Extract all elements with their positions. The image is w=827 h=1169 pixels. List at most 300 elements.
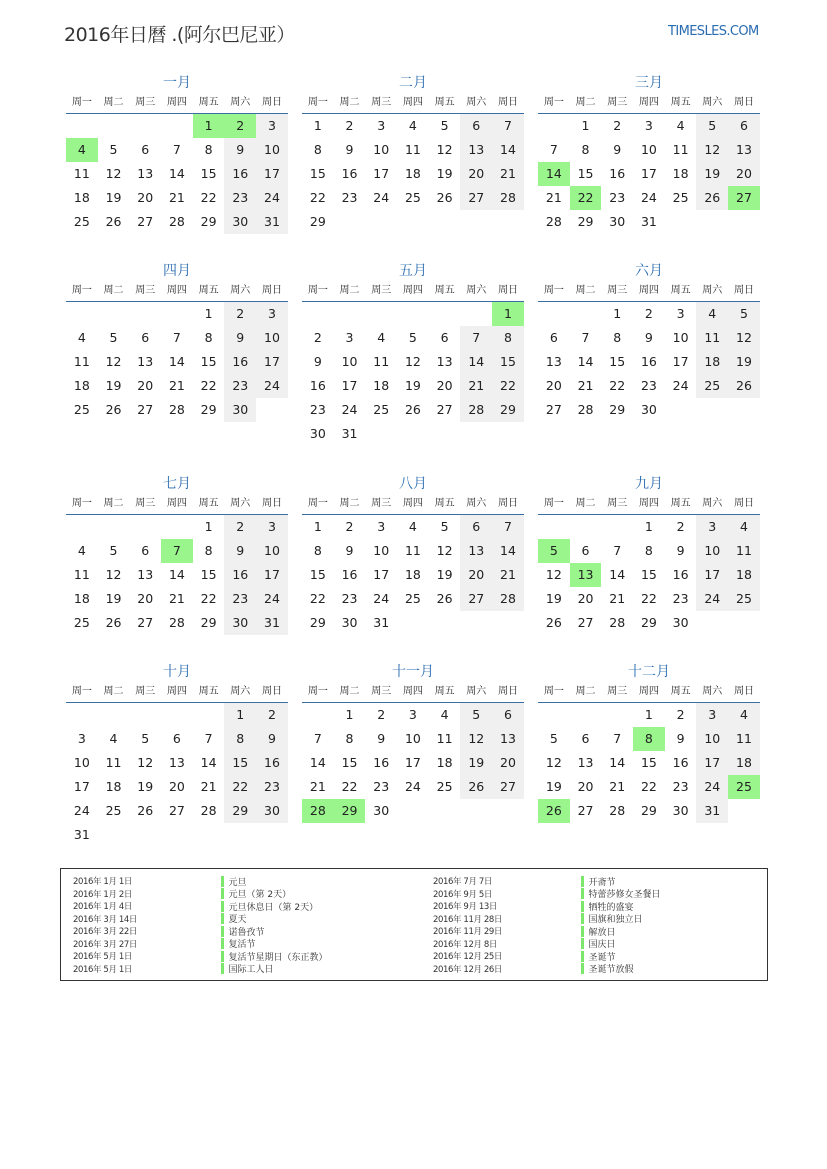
empty-day-cell xyxy=(161,703,193,727)
day-cell: 23 xyxy=(341,190,358,205)
legend-date: 2016年 5月 1日 xyxy=(73,964,132,975)
holiday-day-cell: 1 xyxy=(193,114,225,138)
empty-day-cell xyxy=(570,703,602,727)
weekday-label: 周五 xyxy=(670,686,691,697)
day-cell: 6 xyxy=(549,330,558,345)
legend-holiday-name: 圣诞节放假 xyxy=(588,965,634,976)
day-cell: 13 xyxy=(577,755,594,770)
empty-day-cell xyxy=(460,611,492,635)
month-name: 三月 xyxy=(635,75,663,91)
week-row xyxy=(538,350,760,374)
day-cell: 28 xyxy=(545,214,562,229)
day-cell: 12 xyxy=(545,567,562,582)
day-cell: 12 xyxy=(105,354,122,369)
empty-day-cell xyxy=(256,823,288,847)
empty-day-cell xyxy=(460,799,492,823)
weekday-label: 周二 xyxy=(103,97,124,108)
day-cell: 29 xyxy=(577,214,594,229)
weekday-label: 周日 xyxy=(497,498,518,509)
day-cell: 14 xyxy=(168,354,185,369)
day-cell: 4 xyxy=(377,330,386,345)
weekday-label: 周一 xyxy=(71,285,92,296)
day-cell: 4 xyxy=(109,731,118,746)
day-cell: 13 xyxy=(137,354,154,369)
day-cell: 11 xyxy=(672,142,689,157)
day-cell: 6 xyxy=(581,731,590,746)
empty-day-cell xyxy=(601,515,633,539)
weekday-label: 周一 xyxy=(543,498,564,509)
day-cell: 14 xyxy=(200,755,217,770)
day-cell: 20 xyxy=(577,591,594,606)
legend-date: 2016年 1月 4日 xyxy=(73,902,132,913)
empty-day-cell xyxy=(129,515,161,539)
day-cell: 23 xyxy=(672,591,689,606)
weekend-day-cell: 31 xyxy=(256,611,288,635)
empty-day-cell xyxy=(129,823,161,847)
day-cell: 18 xyxy=(404,166,421,181)
holiday-day-cell: 5 xyxy=(538,539,570,563)
week-row xyxy=(302,374,524,398)
week-row xyxy=(538,186,760,210)
legend-date: 2016年 12月 8日 xyxy=(433,939,497,950)
weekday-label: 周四 xyxy=(402,97,423,108)
weekday-header xyxy=(66,282,288,302)
weekend-day-cell: 3 xyxy=(256,515,288,539)
legend-holiday-name: 国际工人日 xyxy=(228,965,274,976)
empty-day-cell xyxy=(98,515,130,539)
empty-day-cell xyxy=(429,422,461,446)
day-cell: 16 xyxy=(640,354,657,369)
weekday-label: 周二 xyxy=(339,686,360,697)
weekday-label: 周五 xyxy=(198,498,219,509)
day-cell: 27 xyxy=(137,402,154,417)
week-row xyxy=(66,751,288,775)
empty-day-cell xyxy=(429,302,461,326)
week-row xyxy=(538,162,760,186)
day-cell: 7 xyxy=(204,731,213,746)
day-cell: 12 xyxy=(105,166,122,181)
day-cell: 17 xyxy=(672,354,689,369)
holiday-marker-icon xyxy=(221,926,224,937)
day-cell: 12 xyxy=(404,354,421,369)
legend-column-right xyxy=(433,875,661,975)
day-cell: 15 xyxy=(640,567,657,582)
weekend-day-cell: 14 xyxy=(492,138,524,162)
weekend-day-cell: 30 xyxy=(224,611,256,635)
weekend-day-cell: 11 xyxy=(696,326,728,350)
weekend-day-cell: 21 xyxy=(492,162,524,186)
day-cell: 30 xyxy=(672,803,689,818)
day-cell: 24 xyxy=(373,190,390,205)
day-cell: 29 xyxy=(200,214,217,229)
holiday-day-cell: 13 xyxy=(570,563,602,587)
day-cell: 2 xyxy=(313,330,322,345)
weekend-day-cell: 16 xyxy=(224,162,256,186)
empty-day-cell xyxy=(98,302,130,326)
day-cell: 15 xyxy=(577,166,594,181)
weekend-day-cell: 28 xyxy=(460,398,492,422)
weekday-label: 周日 xyxy=(733,686,754,697)
day-cell: 1 xyxy=(313,118,322,133)
empty-day-cell xyxy=(129,114,161,138)
weekend-day-cell: 16 xyxy=(224,563,256,587)
day-cell: 30 xyxy=(640,402,657,417)
day-cell: 19 xyxy=(105,378,122,393)
day-cell: 3 xyxy=(676,306,685,321)
weekday-label: 周五 xyxy=(198,97,219,108)
day-cell: 11 xyxy=(373,354,390,369)
day-cell: 25 xyxy=(73,214,90,229)
day-cell: 19 xyxy=(105,190,122,205)
week-row xyxy=(302,611,524,635)
day-cell: 14 xyxy=(609,755,626,770)
weekend-day-cell: 18 xyxy=(728,563,760,587)
weekend-day-cell: 11 xyxy=(728,727,760,751)
day-cell: 12 xyxy=(545,755,562,770)
day-cell: 18 xyxy=(105,779,122,794)
day-cell: 6 xyxy=(172,731,181,746)
day-cell: 28 xyxy=(609,803,626,818)
empty-day-cell xyxy=(570,302,602,326)
weekday-label: 周五 xyxy=(670,97,691,108)
brand-logo-text[interactable]: TIMESLES.COM xyxy=(668,24,759,39)
weekend-day-cell: 24 xyxy=(256,587,288,611)
day-cell: 17 xyxy=(404,755,421,770)
empty-day-cell xyxy=(397,611,429,635)
day-cell: 27 xyxy=(137,615,154,630)
weekday-label: 周一 xyxy=(71,686,92,697)
day-cell: 6 xyxy=(141,543,150,558)
legend-holiday-name: 复活节星期日（东正教） xyxy=(228,952,328,963)
empty-day-cell xyxy=(334,302,366,326)
weekend-day-cell: 25 xyxy=(728,587,760,611)
day-cell: 23 xyxy=(640,378,657,393)
day-cell: 12 xyxy=(137,755,154,770)
weekend-day-cell: 8 xyxy=(224,727,256,751)
weekend-day-cell: 5 xyxy=(728,302,760,326)
weekend-day-cell: 24 xyxy=(256,374,288,398)
empty-day-cell xyxy=(256,398,288,422)
day-cell: 12 xyxy=(436,543,453,558)
weekend-day-cell: 10 xyxy=(696,539,728,563)
empty-day-cell xyxy=(538,515,570,539)
legend-holiday-name: 特蕾莎修女圣餐日 xyxy=(588,890,661,901)
day-cell: 29 xyxy=(309,615,326,630)
weekday-label: 周一 xyxy=(543,285,564,296)
day-cell: 29 xyxy=(200,402,217,417)
weekend-day-cell: 17 xyxy=(256,563,288,587)
day-cell: 1 xyxy=(313,519,322,534)
day-cell: 2 xyxy=(676,519,685,534)
holiday-day-cell: 7 xyxy=(161,539,193,563)
weekday-label: 周三 xyxy=(607,686,628,697)
day-cell: 2 xyxy=(345,519,354,534)
day-cell: 8 xyxy=(345,731,354,746)
empty-day-cell xyxy=(429,799,461,823)
day-cell: 17 xyxy=(640,166,657,181)
holiday-day-cell: 28 xyxy=(302,799,334,823)
holiday-marker-icon xyxy=(581,901,584,912)
empty-day-cell xyxy=(66,515,98,539)
weekend-day-cell: 9 xyxy=(224,326,256,350)
day-cell: 27 xyxy=(577,803,594,818)
weekend-day-cell: 10 xyxy=(256,539,288,563)
day-cell: 20 xyxy=(168,779,185,794)
legend-date: 2016年 3月 14日 xyxy=(73,914,137,925)
day-cell: 7 xyxy=(549,142,558,157)
day-cell: 2 xyxy=(377,707,386,722)
day-cell: 3 xyxy=(644,118,653,133)
holiday-marker-icon xyxy=(581,938,584,949)
weekend-day-cell: 2 xyxy=(224,302,256,326)
month-5 xyxy=(302,260,524,446)
weekend-day-cell: 13 xyxy=(460,539,492,563)
holiday-marker-icon xyxy=(221,888,224,899)
day-cell: 14 xyxy=(609,567,626,582)
day-cell: 5 xyxy=(109,142,118,157)
weekend-day-cell: 17 xyxy=(256,350,288,374)
day-cell: 5 xyxy=(109,330,118,345)
day-cell: 20 xyxy=(545,378,562,393)
day-cell: 19 xyxy=(404,378,421,393)
day-cell: 17 xyxy=(373,166,390,181)
day-cell: 30 xyxy=(309,426,326,441)
day-cell: 16 xyxy=(609,166,626,181)
weekday-label: 周四 xyxy=(402,285,423,296)
day-cell: 1 xyxy=(345,707,354,722)
empty-day-cell xyxy=(460,422,492,446)
day-cell: 10 xyxy=(341,354,358,369)
day-cell: 7 xyxy=(313,731,322,746)
day-cell: 11 xyxy=(404,142,421,157)
holiday-day-cell: 25 xyxy=(728,775,760,799)
empty-day-cell xyxy=(538,114,570,138)
legend-holiday-name: 元旦（第 2天） xyxy=(228,890,292,901)
weekday-label: 周日 xyxy=(261,285,282,296)
weekday-label: 周一 xyxy=(71,97,92,108)
empty-day-cell xyxy=(429,611,461,635)
holiday-marker-icon xyxy=(581,876,584,887)
legend-date: 2016年 5月 1日 xyxy=(73,952,132,963)
day-cell: 2 xyxy=(644,306,653,321)
weekday-label: 周六 xyxy=(466,285,487,296)
day-cell: 11 xyxy=(436,731,453,746)
weekday-label: 周二 xyxy=(103,285,124,296)
weekday-header xyxy=(302,282,524,302)
legend-item xyxy=(433,888,661,901)
holiday-marker-icon xyxy=(581,951,584,962)
day-cell: 1 xyxy=(644,519,653,534)
week-row xyxy=(66,515,288,539)
day-cell: 22 xyxy=(640,591,657,606)
week-row xyxy=(538,799,760,823)
day-cell: 26 xyxy=(436,190,453,205)
day-cell: 15 xyxy=(200,567,217,582)
weekend-day-cell: 9 xyxy=(224,138,256,162)
weekday-label: 周二 xyxy=(575,285,596,296)
day-cell: 28 xyxy=(168,615,185,630)
weekend-day-cell: 20 xyxy=(492,751,524,775)
month-12 xyxy=(538,661,760,823)
weekday-label: 周三 xyxy=(371,686,392,697)
day-cell: 12 xyxy=(105,567,122,582)
legend-item xyxy=(433,913,661,926)
day-cell: 4 xyxy=(77,543,86,558)
weekend-day-cell: 27 xyxy=(492,775,524,799)
day-cell: 13 xyxy=(137,166,154,181)
day-cell: 21 xyxy=(545,190,562,205)
weekday-label: 周三 xyxy=(371,498,392,509)
weekday-label: 周五 xyxy=(198,686,219,697)
day-cell: 19 xyxy=(105,591,122,606)
day-cell: 28 xyxy=(168,402,185,417)
weekend-day-cell: 14 xyxy=(460,350,492,374)
holiday-marker-icon xyxy=(221,963,224,974)
day-cell: 18 xyxy=(73,378,90,393)
empty-day-cell xyxy=(696,611,728,635)
empty-day-cell xyxy=(397,422,429,446)
legend-item xyxy=(433,875,661,888)
weekday-label: 周六 xyxy=(702,686,723,697)
day-cell: 16 xyxy=(373,755,390,770)
day-cell: 16 xyxy=(672,755,689,770)
day-cell: 5 xyxy=(549,731,558,746)
holiday-day-cell: 22 xyxy=(570,186,602,210)
week-row xyxy=(538,539,760,563)
weekend-day-cell: 26 xyxy=(460,775,492,799)
day-cell: 27 xyxy=(545,402,562,417)
weekday-header xyxy=(538,94,760,114)
day-cell: 13 xyxy=(168,755,185,770)
day-cell: 16 xyxy=(341,166,358,181)
day-cell: 9 xyxy=(377,731,386,746)
week-row xyxy=(66,703,288,727)
week-row xyxy=(66,350,288,374)
day-cell: 7 xyxy=(613,731,622,746)
month-name: 十月 xyxy=(163,664,191,680)
weekend-day-cell: 5 xyxy=(696,114,728,138)
week-row xyxy=(302,186,524,210)
day-cell: 15 xyxy=(640,755,657,770)
empty-day-cell xyxy=(302,703,334,727)
month-name: 九月 xyxy=(635,476,663,492)
week-row xyxy=(66,138,288,162)
day-cell: 13 xyxy=(545,354,562,369)
day-cell: 9 xyxy=(613,142,622,157)
weekday-label: 周六 xyxy=(466,97,487,108)
weekend-day-cell: 2 xyxy=(224,515,256,539)
day-cell: 22 xyxy=(200,591,217,606)
legend-date: 2016年 1月 2日 xyxy=(73,889,132,900)
weekday-label: 周日 xyxy=(733,97,754,108)
day-cell: 29 xyxy=(200,615,217,630)
weekend-day-cell: 6 xyxy=(460,515,492,539)
weekday-label: 周三 xyxy=(135,285,156,296)
day-cell: 5 xyxy=(109,543,118,558)
weekend-day-cell: 15 xyxy=(492,350,524,374)
day-cell: 28 xyxy=(168,214,185,229)
day-cell: 16 xyxy=(672,567,689,582)
day-cell: 19 xyxy=(137,779,154,794)
weekend-day-cell: 5 xyxy=(460,703,492,727)
legend-holiday-name: 诺鲁孜节 xyxy=(228,927,265,938)
empty-day-cell xyxy=(98,114,130,138)
weekday-label: 周二 xyxy=(575,498,596,509)
week-row xyxy=(302,350,524,374)
weekend-day-cell: 4 xyxy=(728,515,760,539)
weekday-label: 周一 xyxy=(307,285,328,296)
weekend-day-cell: 27 xyxy=(460,186,492,210)
day-cell: 9 xyxy=(644,330,653,345)
weekday-label: 周一 xyxy=(307,498,328,509)
holiday-marker-icon xyxy=(581,963,584,974)
day-cell: 15 xyxy=(309,567,326,582)
day-cell: 14 xyxy=(309,755,326,770)
day-cell: 22 xyxy=(200,378,217,393)
day-cell: 4 xyxy=(77,330,86,345)
empty-day-cell xyxy=(98,703,130,727)
weekday-label: 周日 xyxy=(497,686,518,697)
weekday-label: 周三 xyxy=(135,498,156,509)
day-cell: 30 xyxy=(672,615,689,630)
week-row xyxy=(66,210,288,234)
week-row xyxy=(66,611,288,635)
legend-date: 2016年 3月 22日 xyxy=(73,927,137,938)
day-cell: 9 xyxy=(345,142,354,157)
legend-date: 2016年 11月 28日 xyxy=(433,914,502,925)
week-row xyxy=(538,727,760,751)
empty-day-cell xyxy=(129,302,161,326)
day-cell: 27 xyxy=(168,803,185,818)
week-row xyxy=(66,587,288,611)
weekday-header xyxy=(66,495,288,515)
week-row xyxy=(66,775,288,799)
week-row xyxy=(302,398,524,422)
day-cell: 9 xyxy=(345,543,354,558)
weekend-day-cell: 23 xyxy=(224,587,256,611)
weekend-day-cell: 18 xyxy=(728,751,760,775)
day-cell: 14 xyxy=(577,354,594,369)
weekend-day-cell: 21 xyxy=(460,374,492,398)
day-cell: 26 xyxy=(545,615,562,630)
weekend-day-cell: 23 xyxy=(256,775,288,799)
weekday-label: 周六 xyxy=(230,686,251,697)
day-cell: 22 xyxy=(609,378,626,393)
day-cell: 31 xyxy=(373,615,390,630)
day-cell: 20 xyxy=(436,378,453,393)
week-row xyxy=(538,563,760,587)
weekend-day-cell: 31 xyxy=(256,210,288,234)
month-2 xyxy=(302,72,524,234)
holiday-marker-icon xyxy=(221,938,224,949)
day-cell: 19 xyxy=(436,567,453,582)
day-cell: 10 xyxy=(672,330,689,345)
weekday-label: 周三 xyxy=(135,97,156,108)
weekend-day-cell: 13 xyxy=(460,138,492,162)
empty-day-cell xyxy=(665,398,697,422)
holiday-day-cell: 8 xyxy=(633,727,665,751)
empty-day-cell xyxy=(193,823,225,847)
day-cell: 30 xyxy=(341,615,358,630)
weekday-label: 周二 xyxy=(103,498,124,509)
day-cell: 11 xyxy=(73,166,90,181)
weekend-day-cell: 9 xyxy=(224,539,256,563)
weekend-day-cell: 14 xyxy=(492,539,524,563)
day-cell: 8 xyxy=(204,543,213,558)
day-cell: 4 xyxy=(676,118,685,133)
empty-day-cell xyxy=(492,799,524,823)
day-cell: 6 xyxy=(440,330,449,345)
